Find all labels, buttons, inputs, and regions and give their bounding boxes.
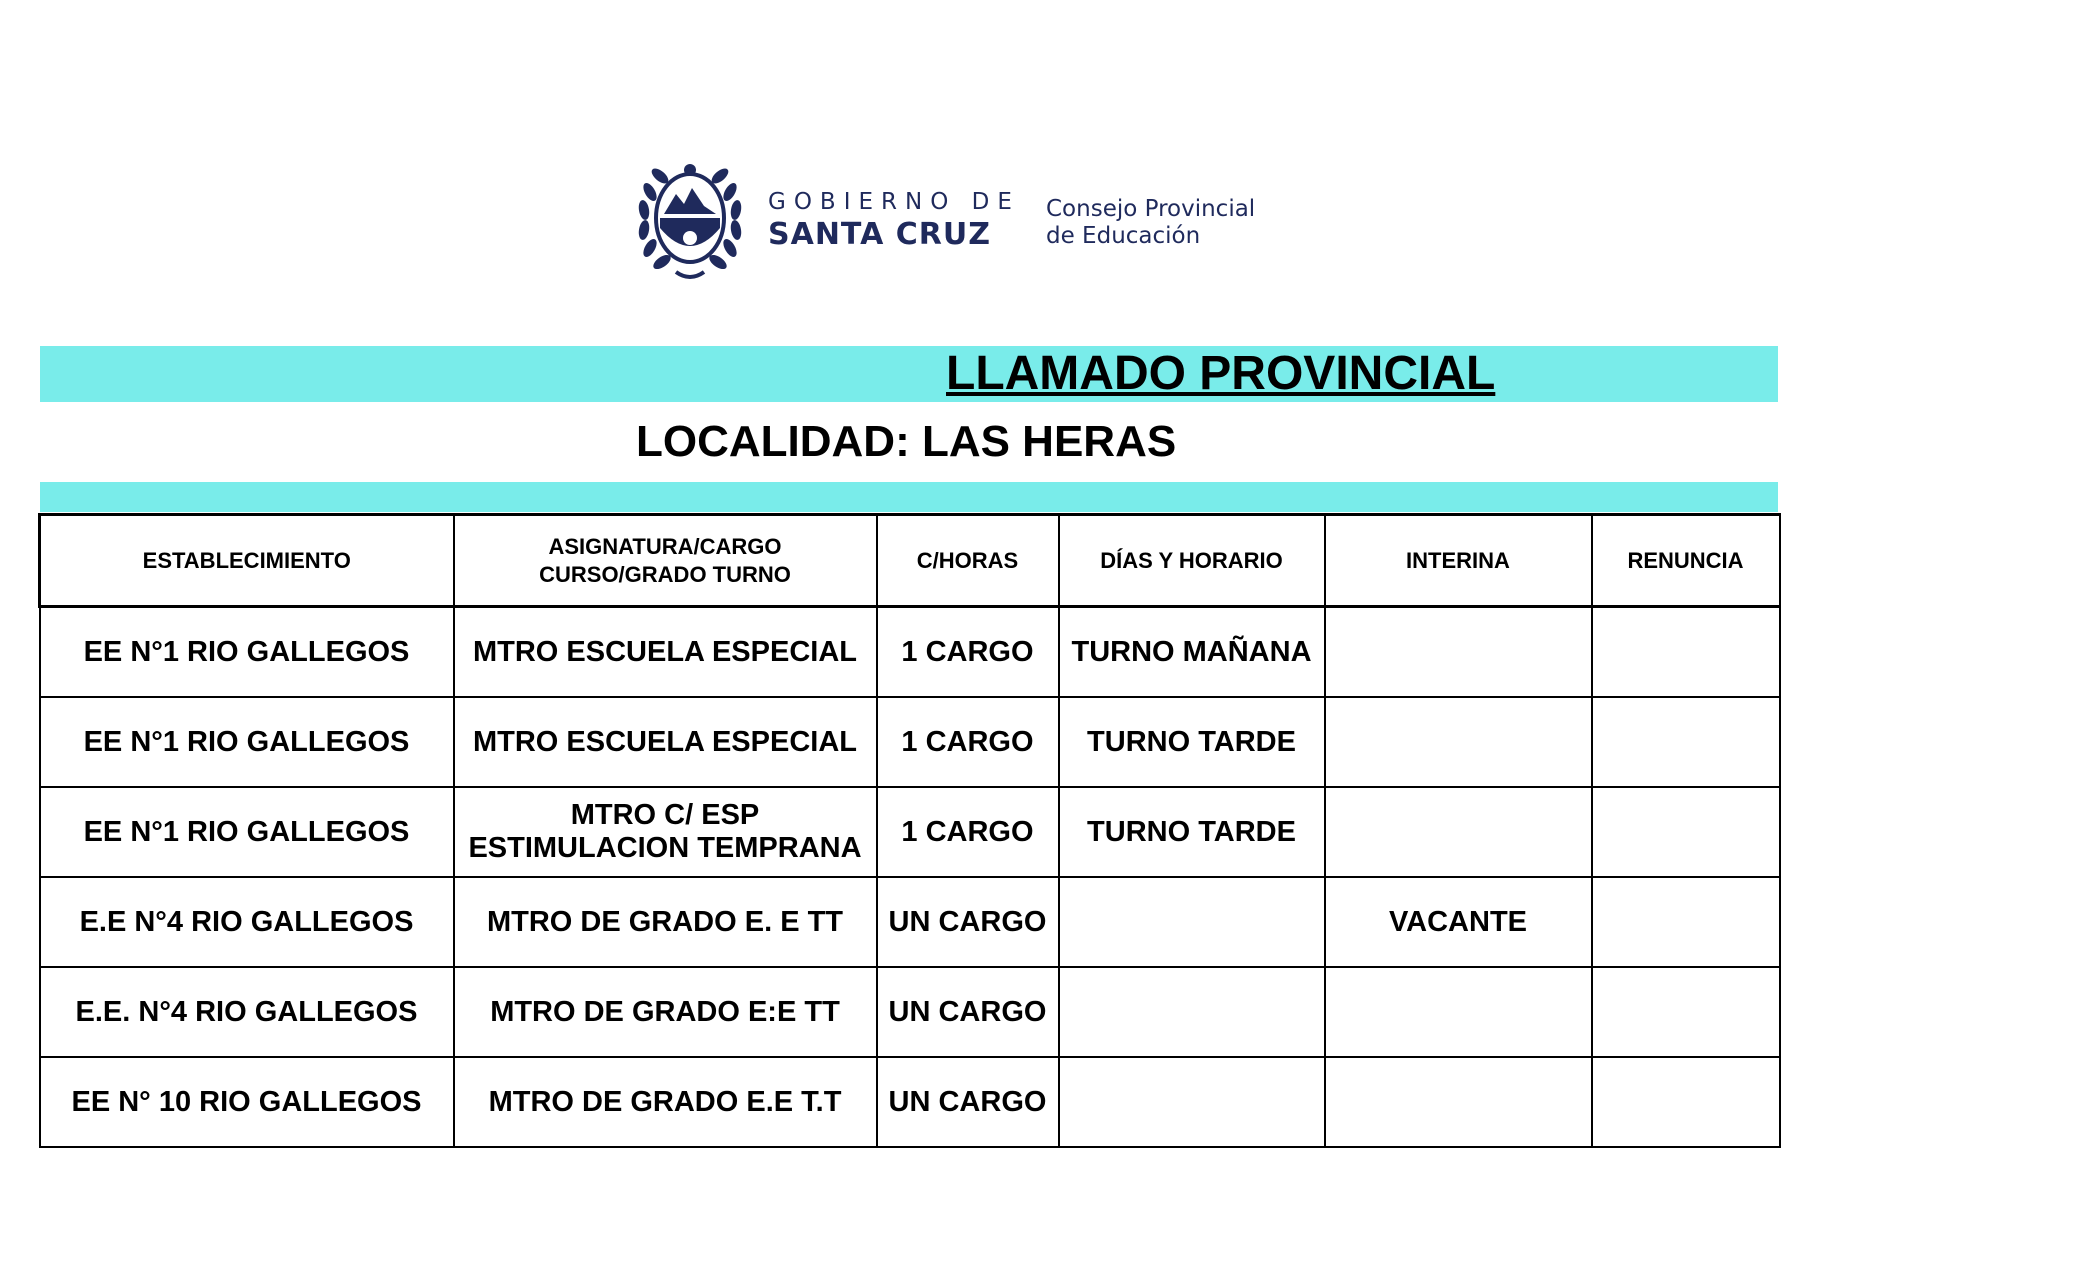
cell-asignatura-line2: ESTIMULACION TEMPRANA xyxy=(468,832,862,864)
cell-dias xyxy=(1059,877,1325,967)
council-line1: Consejo Provincial xyxy=(1046,196,1256,222)
cell-horas: 1 CARGO xyxy=(877,607,1059,698)
header-asignatura-line1: ASIGNATURA/CARGO xyxy=(548,533,782,559)
cell-horas: 1 CARGO xyxy=(877,697,1059,787)
cell-interina xyxy=(1325,697,1592,787)
cell-horas: 1 CARGO xyxy=(877,787,1059,877)
cell-horas: UN CARGO xyxy=(877,877,1059,967)
cell-dias: TURNO TARDE xyxy=(1059,697,1325,787)
cell-dias xyxy=(1059,1057,1325,1147)
header-asignatura xyxy=(454,515,877,607)
cell-establecimiento: E.E. N°4 RIO GALLEGOS xyxy=(40,967,454,1057)
cell-horas: UN CARGO xyxy=(877,1057,1059,1147)
gov-line1: GOBIERNO DE xyxy=(768,189,1020,215)
gov-line2: SANTA CRUZ xyxy=(768,217,991,252)
cell-renuncia xyxy=(1592,787,1780,877)
cell-interina xyxy=(1325,967,1592,1057)
cell-establecimiento: EE N°1 RIO GALLEGOS xyxy=(40,697,454,787)
header-interina: INTERINA xyxy=(1325,515,1592,607)
cell-renuncia xyxy=(1592,697,1780,787)
header-asignatura-line2: CURSO/GRADO TURNO xyxy=(539,561,791,587)
table-row xyxy=(40,607,1780,698)
santa-cruz-seal-icon xyxy=(636,152,744,284)
table-row xyxy=(40,697,1780,787)
header-dias: DÍAS Y HORARIO xyxy=(1059,515,1325,607)
cell-interina xyxy=(1325,607,1592,698)
cell-renuncia xyxy=(1592,967,1780,1057)
cell-establecimiento: EE N°1 RIO GALLEGOS xyxy=(40,607,454,698)
government-wordmark xyxy=(768,190,1020,252)
vacancy-table xyxy=(38,513,1781,1148)
cell-horas: UN CARGO xyxy=(877,967,1059,1057)
cell-dias: TURNO MAÑANA xyxy=(1059,607,1325,698)
table-row xyxy=(40,967,1780,1057)
page-title: LLAMADO PROVINCIAL xyxy=(946,347,1496,400)
table-row xyxy=(40,787,1780,877)
cell-dias xyxy=(1059,967,1325,1057)
cell-renuncia xyxy=(1592,607,1780,698)
table-top-band xyxy=(40,482,1778,512)
cell-establecimiento: EE N° 10 RIO GALLEGOS xyxy=(40,1057,454,1147)
cell-asignatura xyxy=(454,787,877,877)
header-establecimiento: ESTABLECIMIENTO xyxy=(40,515,454,607)
header-logo xyxy=(636,152,1276,292)
cell-asignatura: MTRO ESCUELA ESPECIAL xyxy=(454,697,877,787)
council-line2: de Educación xyxy=(1046,223,1201,249)
locality-subtitle: LOCALIDAD: LAS HERAS xyxy=(636,417,1177,466)
table-header-row xyxy=(40,515,1780,607)
cell-interina xyxy=(1325,787,1592,877)
table-row xyxy=(40,1057,1780,1147)
cell-renuncia xyxy=(1592,1057,1780,1147)
cell-dias: TURNO TARDE xyxy=(1059,787,1325,877)
cell-asignatura: MTRO DE GRADO E.E T.T xyxy=(454,1057,877,1147)
cell-asignatura: MTRO ESCUELA ESPECIAL xyxy=(454,607,877,698)
table-row xyxy=(40,877,1780,967)
header-horas: C/HORAS xyxy=(877,515,1059,607)
cell-establecimiento: E.E N°4 RIO GALLEGOS xyxy=(40,877,454,967)
cell-renuncia xyxy=(1592,877,1780,967)
cell-establecimiento: EE N°1 RIO GALLEGOS xyxy=(40,787,454,877)
header-renuncia: RENUNCIA xyxy=(1592,515,1780,607)
council-wordmark xyxy=(1046,196,1255,250)
cell-asignatura: MTRO DE GRADO E. E TT xyxy=(454,877,877,967)
title-band xyxy=(40,346,1778,402)
cell-asignatura: MTRO DE GRADO E:E TT xyxy=(454,967,877,1057)
cell-interina xyxy=(1325,1057,1592,1147)
cell-interina: VACANTE xyxy=(1325,877,1592,967)
cell-asignatura-line1: MTRO C/ ESP xyxy=(570,799,760,831)
